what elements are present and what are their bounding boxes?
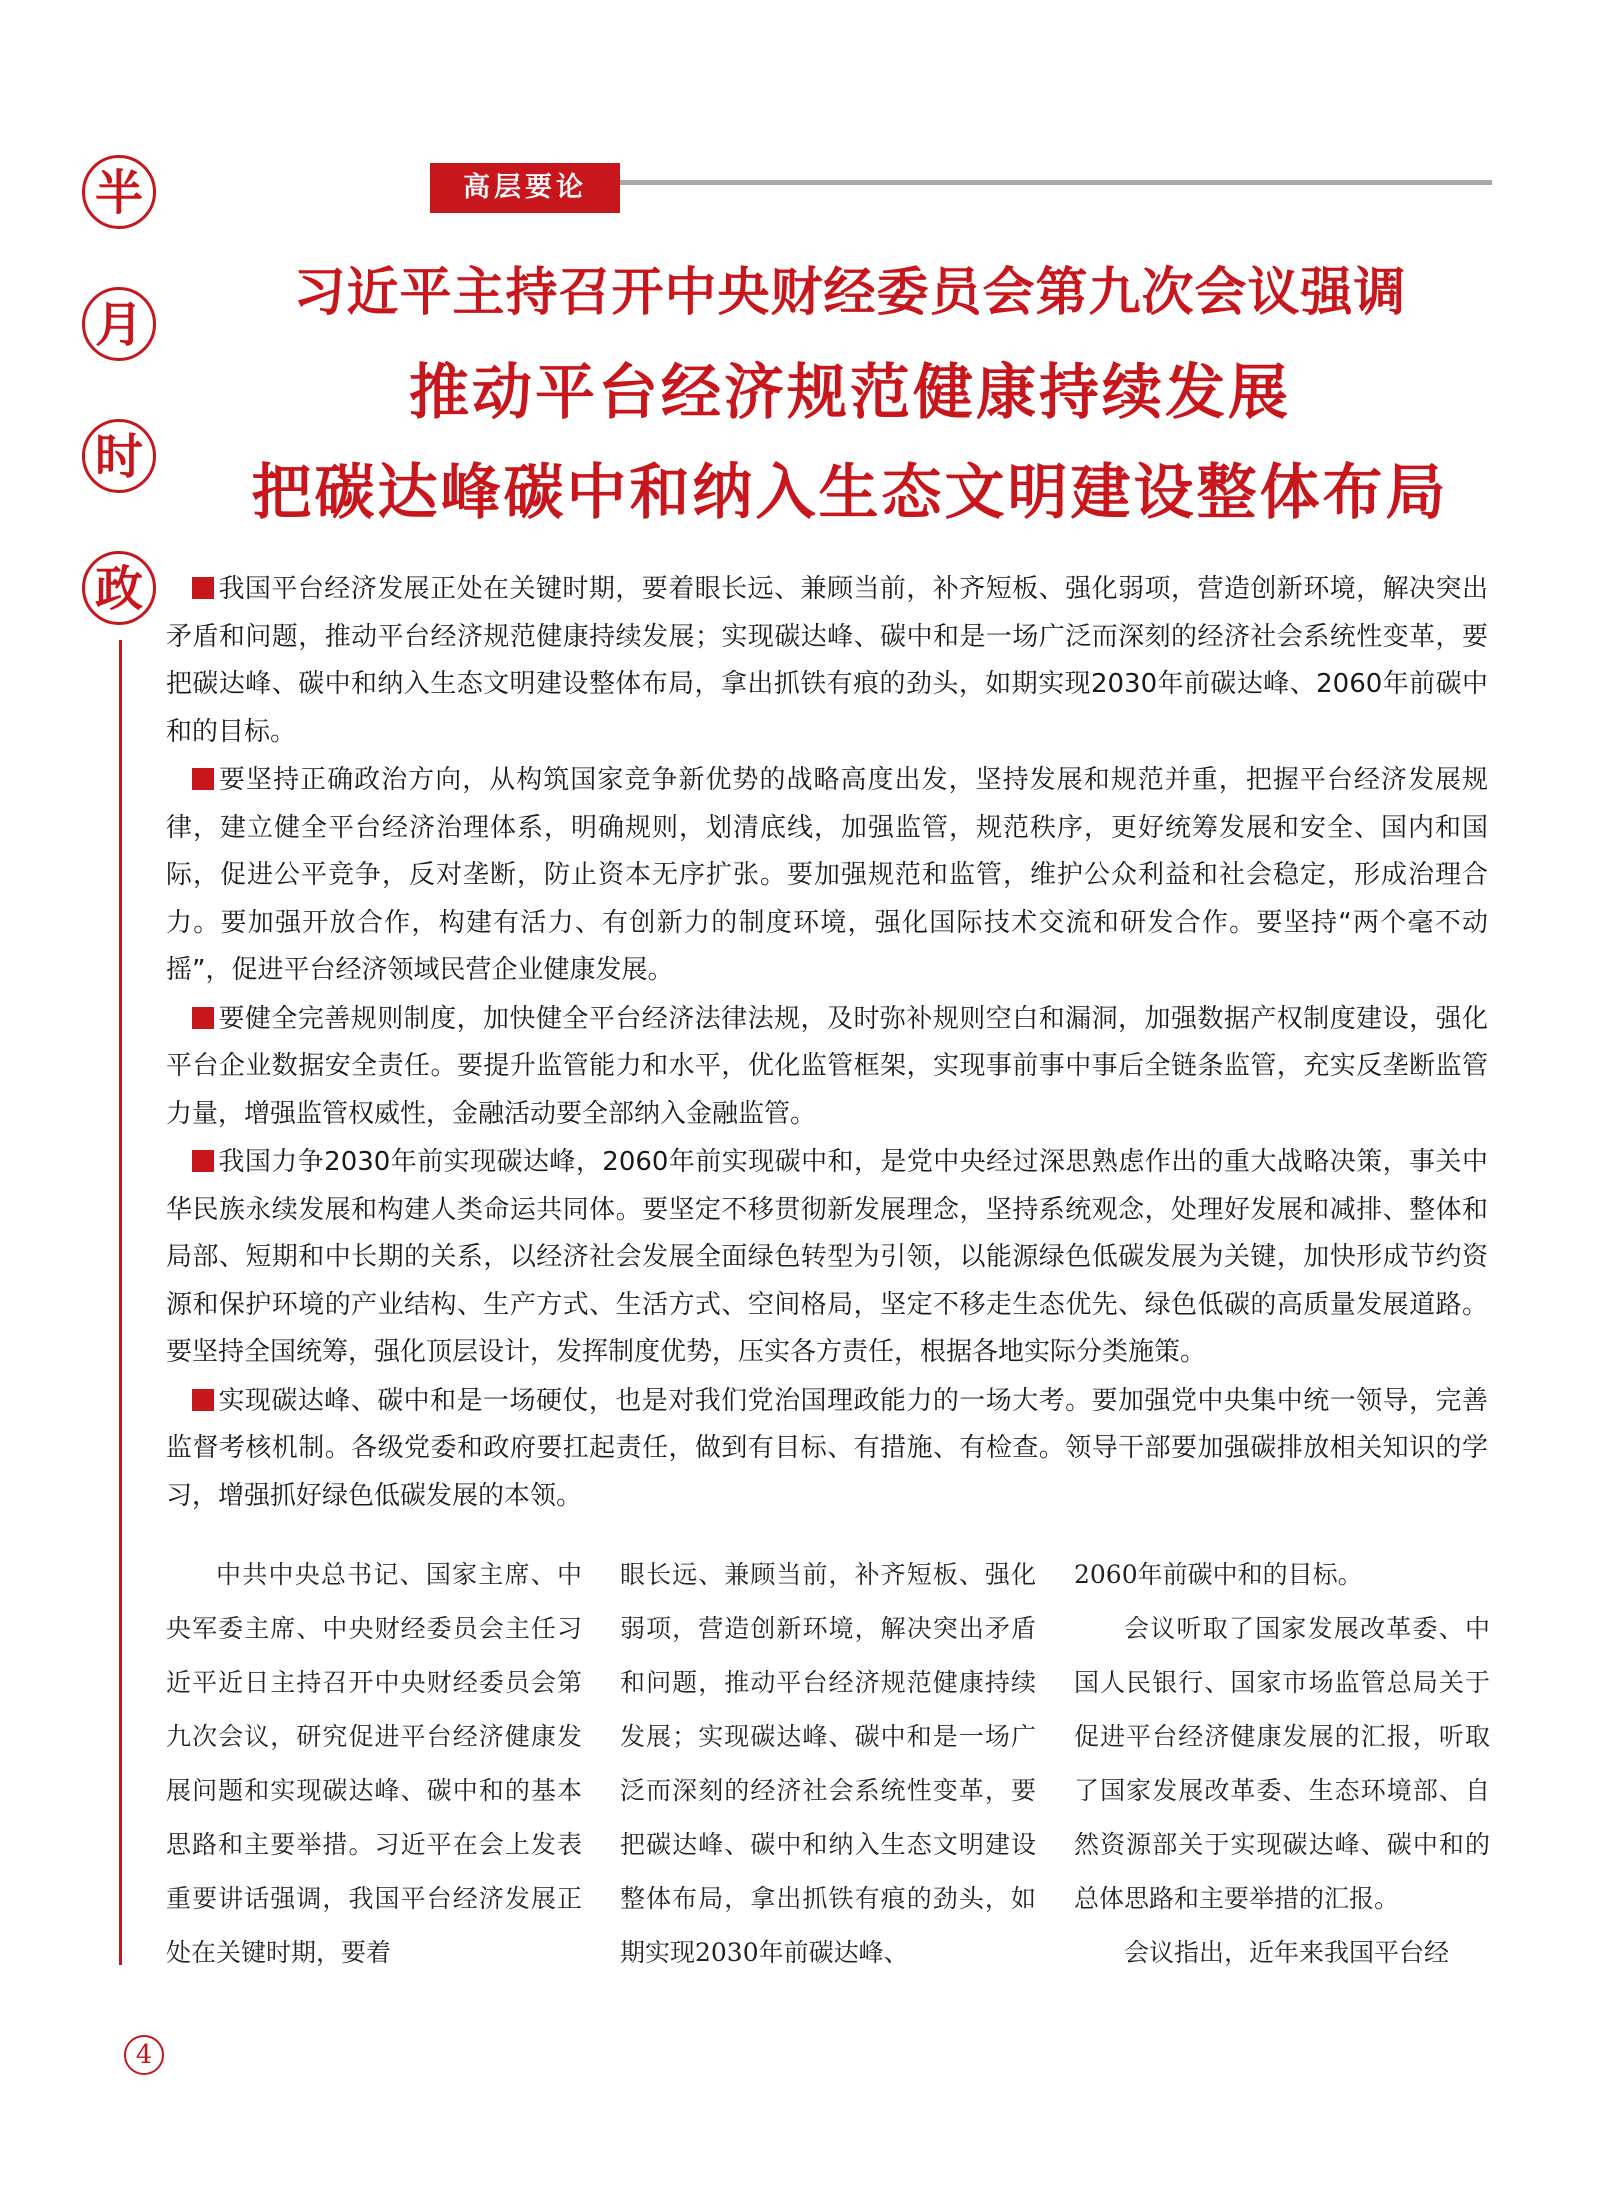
- side-rule: [119, 640, 122, 1965]
- body-paragraph: 会议听取了国家发展改革委、中国人民银行、国家市场监管总局关于促进平台经济健康发展的汇报，听取了国家发展改革委、生态环境部、自然资源部关于实现碳达峰、碳中和的总体思路和主要举措的汇报。: [1074, 1614, 1490, 1913]
- page-number: 4: [124, 2035, 164, 2075]
- summary-paragraph: 要坚持正确政治方向，从构筑国家竞争新优势的战略高度出发，坚持发展和规范并重，把握平台经济发展规律，建立健全平台经济治理体系，明确规则，划清底线，加强监管，规范秩序，更好统筹发展和安全、国内和国际，促进公平竞争，反对垄断，防止资本无序扩张。要加强规范和监管，维护公众利益和社会稳定，形成治理合力。要加强开放合作，构建有活力、有创新力的制度环境，强化国际技术交流和研发合作。要坚持“两个毫不动摇”，促进平台经济领域民营企业健康发展。: [166, 765, 1488, 985]
- column-label-char: 月: [82, 287, 156, 361]
- column-label-char: 半: [82, 155, 156, 229]
- bullet-square-icon: [192, 1389, 214, 1411]
- body-column: [1074, 1548, 1490, 1988]
- body-column: [620, 1548, 1036, 1988]
- bullet-square-icon: [192, 577, 214, 599]
- bullet-square-icon: [192, 1150, 214, 1172]
- headline-main: 推动平台经济规范健康持续发展: [409, 358, 1291, 428]
- body-paragraph: 中共中央总书记、国家主席、中央军委主席、中央财经委员会主任习近平近日主持召开中央财经委员会第九次会议，研究促进平台经济健康发展问题和实现碳达峰、碳中和的基本思路和主要举措。习近平在会上发表重要讲话强调，我国平台经济发展正处在关键时期，要着: [166, 1560, 582, 1967]
- summary-paragraph: 实现碳达峰、碳中和是一场硬仗，也是对我们党治国理政能力的一场大考。要加强党中央集中统一领导，完善监督考核机制。各级党委和政府要扛起责任，做到有目标、有措施、有检查。领导干部要加强碳排放相关知识的学习，增强抓好绿色低碳发展的本领。: [166, 1385, 1488, 1511]
- section-rule: [620, 180, 1492, 185]
- section-tag: 高层要论: [430, 163, 620, 213]
- column-label-char: 政: [82, 551, 156, 625]
- bullet-square-icon: [192, 1007, 214, 1029]
- summary-paragraph: 我国平台经济发展正处在关键时期，要着眼长远、兼顾当前，补齐短板、强化弱项，营造创新环境，解决突出矛盾和问题，推动平台经济规范健康持续发展；实现碳达峰、碳中和是一场广泛而深刻的经济社会系统性变革，要把碳达峰、碳中和纳入生态文明建设整体布局，拿出抓铁有痕的劲头，如期实现2030年前碳达峰、2060年前碳中和的目标。: [166, 574, 1488, 747]
- body-paragraph: 2060年前碳中和的目标。: [1074, 1560, 1363, 1589]
- summary-block: [166, 566, 1488, 1521]
- headline-kicker: 习近平主持召开中央财经委员会第九次会议强调: [293, 263, 1407, 323]
- body-paragraph: 会议指出，近年来我国平台经: [1124, 1938, 1450, 1967]
- summary-paragraph: 要健全完善规则制度，加快健全平台经济法律法规，及时弥补规则空白和漏洞，加强数据产权制度建设，强化平台企业数据安全责任。要提升监管能力和水平，优化监管框架，实现事前事中事后全链条监管，充实反垄断监管力量，增强监管权威性，金融活动要全部纳入金融监管。: [166, 1003, 1488, 1129]
- column-label-char: 时: [82, 419, 156, 493]
- body-column: [166, 1548, 582, 1988]
- summary-paragraph: 我国力争2030年前实现碳达峰，2060年前实现碳中和，是党中央经过深思熟虑作出的重大战略决策，事关中华民族永续发展和构建人类命运共同体。要坚定不移贯彻新发展理念，坚持系统观念，处理好发展和减排、整体和局部、短期和中长期的关系，以经济社会发展全面绿色转型为引领，以能源绿色低碳发展为关键，加快形成节约资源和保护环境的产业结构、生产方式、生活方式、空间格局，坚定不移走生态优先、绿色低碳的高质量发展道路。要坚持全国统筹，强化顶层设计，发挥制度优势，压实各方责任，根据各地实际分类施策。: [166, 1147, 1488, 1367]
- bullet-square-icon: [192, 768, 214, 790]
- headline-main-2: 把碳达峰碳中和纳入生态文明建设整体布局: [251, 458, 1449, 528]
- article-body: [166, 1548, 1490, 1988]
- body-paragraph: 眼长远、兼顾当前，补齐短板、强化弱项，营造创新环境，解决突出矛盾和问题，推动平台经济规范健康持续发展；实现碳达峰、碳中和是一场广泛而深刻的经济社会系统性变革，要把碳达峰、碳中和纳入生态文明建设整体布局，拿出抓铁有痕的劲头，如期实现2030年前碳达峰、: [620, 1560, 1036, 1967]
